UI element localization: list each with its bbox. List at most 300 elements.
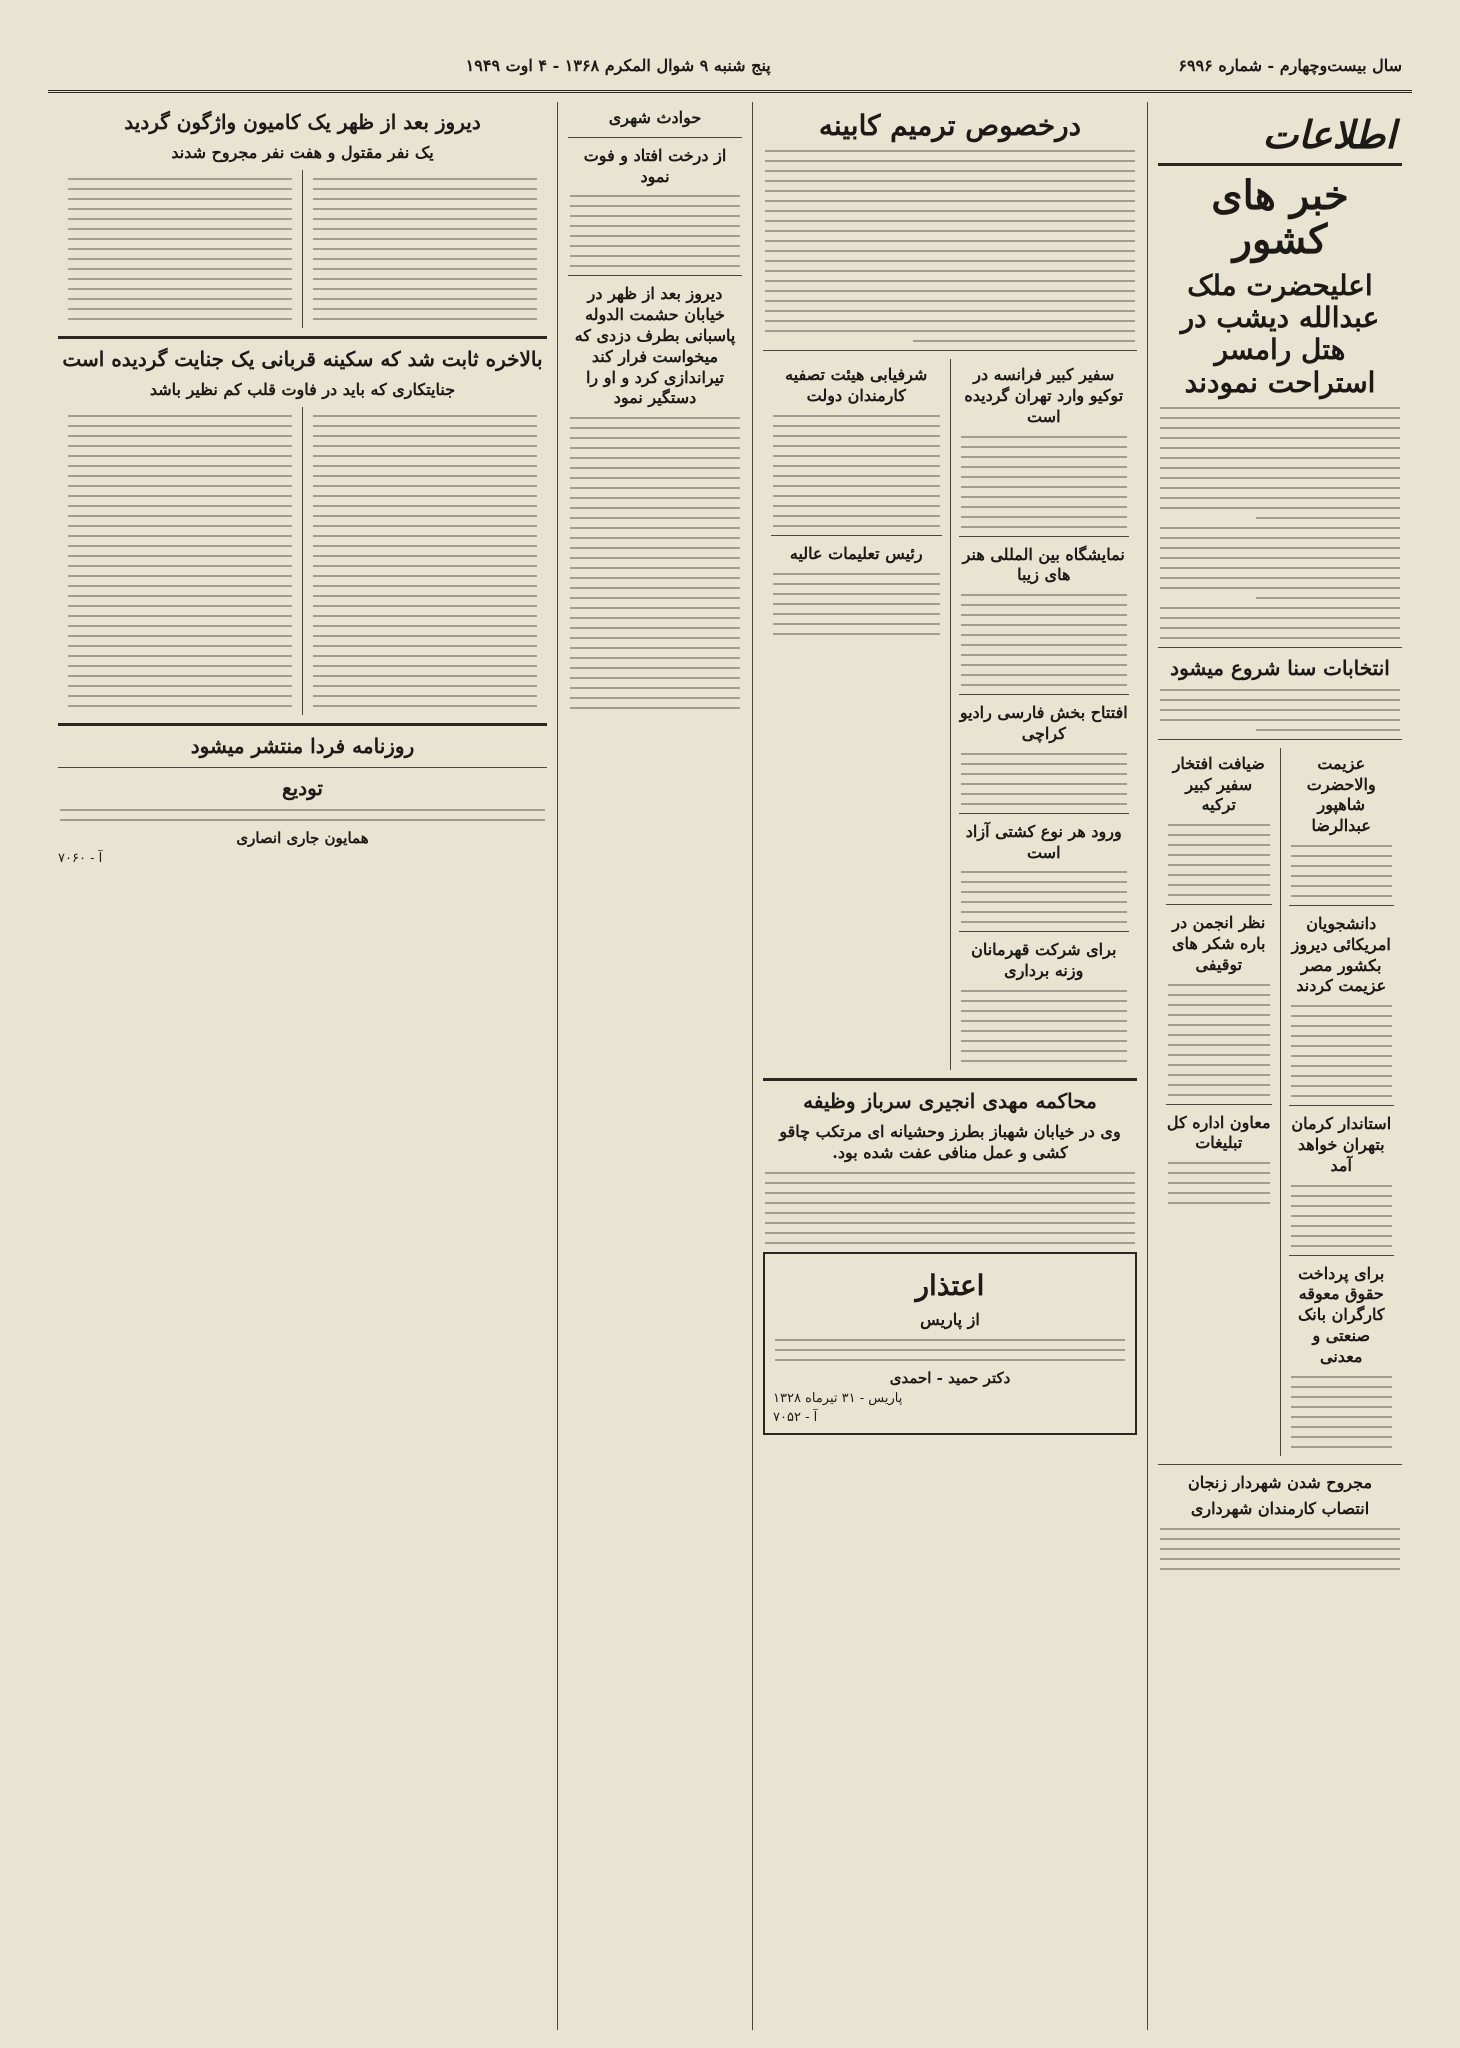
headline-truck-overturned: دیروز بعد از ظهر یک کامیون واژگون گردید bbox=[124, 110, 481, 134]
headline-cabinet: درخصوص ترمیم کابینه bbox=[818, 109, 1082, 142]
text-line bbox=[1160, 1538, 1400, 1540]
text-line bbox=[773, 475, 940, 477]
headline-propaganda-deputy: معاون اداره کل تبلیغات bbox=[1166, 1112, 1271, 1153]
text-line bbox=[1291, 1235, 1393, 1237]
divider bbox=[568, 137, 742, 138]
text-line bbox=[313, 515, 537, 517]
text-line bbox=[313, 475, 537, 477]
text-line bbox=[1291, 1095, 1393, 1097]
text-line bbox=[773, 573, 940, 575]
text-line bbox=[313, 545, 537, 547]
text-line bbox=[765, 1242, 1135, 1244]
text-line bbox=[313, 228, 537, 230]
text-line bbox=[68, 445, 292, 447]
text-line bbox=[765, 1172, 1135, 1174]
text-line bbox=[1160, 477, 1400, 479]
text-line bbox=[68, 595, 292, 597]
text-line bbox=[570, 255, 740, 257]
text-line bbox=[765, 1202, 1135, 1204]
text-line bbox=[570, 467, 740, 469]
column-right bbox=[1147, 102, 1412, 2030]
text-line bbox=[570, 707, 740, 709]
text-line bbox=[313, 298, 537, 300]
text-line bbox=[68, 465, 292, 467]
divider bbox=[1289, 905, 1395, 906]
headline-fell-from-tree: از درخت افتاد و فوت نمود bbox=[583, 145, 727, 186]
text-line bbox=[773, 583, 940, 585]
text-line bbox=[313, 565, 537, 567]
text-line bbox=[773, 455, 940, 457]
text-line bbox=[1291, 1426, 1393, 1428]
text-line bbox=[570, 607, 740, 609]
text-line bbox=[1160, 617, 1400, 619]
text-line bbox=[961, 476, 1128, 478]
text-line bbox=[1160, 547, 1400, 549]
text-line bbox=[765, 290, 1135, 292]
text-line bbox=[765, 270, 1135, 272]
text-line bbox=[765, 330, 1135, 332]
masthead-bar bbox=[48, 40, 1412, 93]
divider bbox=[58, 723, 547, 726]
text-line bbox=[1291, 1195, 1393, 1197]
text-line bbox=[570, 667, 740, 669]
text-line bbox=[313, 505, 537, 507]
headline-art-exhibition: نمایشگاه بین المللی هنر های زیبا bbox=[962, 544, 1125, 585]
ad-newspaper-tomorrow: روزنامه فردا منتشر میشود bbox=[190, 733, 415, 758]
divider bbox=[959, 931, 1130, 932]
text-line bbox=[68, 475, 292, 477]
text-line bbox=[1291, 1446, 1393, 1448]
text-line bbox=[1291, 1055, 1393, 1057]
text-line bbox=[570, 587, 740, 589]
text-line bbox=[1168, 854, 1270, 856]
text-line bbox=[773, 465, 940, 467]
text-line bbox=[773, 623, 940, 625]
text-line bbox=[313, 645, 537, 647]
text-line bbox=[570, 557, 740, 559]
text-line bbox=[570, 487, 740, 489]
text-line bbox=[1256, 517, 1400, 519]
text-line bbox=[765, 1212, 1135, 1214]
text-line bbox=[68, 415, 292, 417]
text-line bbox=[313, 445, 537, 447]
text-line bbox=[313, 425, 537, 427]
divider bbox=[1289, 1255, 1395, 1256]
text-line bbox=[570, 245, 740, 247]
divider bbox=[959, 813, 1130, 814]
divider bbox=[1166, 904, 1272, 905]
text-line bbox=[60, 809, 545, 811]
text-line bbox=[68, 535, 292, 537]
text-line bbox=[313, 455, 537, 457]
text-line bbox=[1160, 1568, 1400, 1570]
text-line bbox=[1160, 507, 1400, 509]
text-line bbox=[765, 250, 1135, 252]
text-line bbox=[961, 990, 1128, 992]
text-line bbox=[1160, 527, 1400, 529]
text-line bbox=[773, 603, 940, 605]
apology-date: پاریس - ۳۱ تیرماه ۱۳۲۸ bbox=[773, 1390, 903, 1406]
text-line bbox=[68, 705, 292, 707]
text-line bbox=[570, 427, 740, 429]
text-line bbox=[765, 1222, 1135, 1224]
text-line bbox=[961, 1060, 1128, 1062]
text-line bbox=[1291, 1416, 1393, 1418]
date-label: پنج شنبه ۹ شوال المکرم ۱۳۶۸ - ۴ اوت ۱۹۴۹ bbox=[465, 55, 771, 75]
text-line bbox=[313, 665, 537, 667]
text-line bbox=[570, 577, 740, 579]
text-line bbox=[313, 218, 537, 220]
text-line bbox=[313, 248, 537, 250]
text-line bbox=[68, 318, 292, 320]
text-line bbox=[570, 417, 740, 419]
text-line bbox=[570, 477, 740, 479]
text-line bbox=[961, 624, 1128, 626]
sub-column bbox=[58, 407, 302, 715]
text-line bbox=[961, 1020, 1128, 1022]
text-line bbox=[68, 575, 292, 577]
text-line bbox=[961, 871, 1128, 873]
text-line bbox=[570, 457, 740, 459]
text-line bbox=[313, 318, 537, 320]
divider bbox=[959, 694, 1130, 695]
text-line bbox=[773, 505, 940, 507]
text-line bbox=[68, 188, 292, 190]
text-line bbox=[961, 891, 1128, 893]
text-line bbox=[570, 567, 740, 569]
headline-municipal-staff: انتصاب کارمندان شهرداری bbox=[1190, 1499, 1370, 1519]
column-left bbox=[48, 102, 557, 2030]
two-subcolumns bbox=[1158, 748, 1402, 1456]
text-line bbox=[1160, 457, 1400, 459]
divider bbox=[763, 350, 1137, 351]
text-line bbox=[570, 657, 740, 659]
article-body bbox=[1158, 407, 1402, 639]
text-line bbox=[68, 208, 292, 210]
text-line bbox=[1291, 1085, 1393, 1087]
text-line bbox=[570, 507, 740, 509]
text-line bbox=[1291, 865, 1393, 867]
text-line bbox=[961, 594, 1128, 596]
divider bbox=[1158, 739, 1402, 740]
text-line bbox=[68, 585, 292, 587]
text-line bbox=[1291, 875, 1393, 877]
text-line bbox=[1168, 844, 1270, 846]
text-line bbox=[1168, 994, 1270, 996]
text-line bbox=[313, 308, 537, 310]
text-line bbox=[913, 340, 1135, 342]
text-line bbox=[313, 575, 537, 577]
divider bbox=[1158, 1464, 1402, 1465]
text-line bbox=[68, 605, 292, 607]
text-line bbox=[313, 208, 537, 210]
headline-karachi-radio: افتتاح بخش فارسی رادیو کراچی bbox=[959, 703, 1128, 743]
text-line bbox=[1291, 845, 1393, 847]
text-line bbox=[961, 496, 1128, 498]
text-line bbox=[961, 466, 1128, 468]
text-line bbox=[961, 763, 1128, 765]
text-line bbox=[1168, 1172, 1270, 1174]
sub-column bbox=[1158, 748, 1280, 1456]
text-line bbox=[313, 595, 537, 597]
text-line bbox=[961, 783, 1128, 785]
text-line bbox=[1160, 607, 1400, 609]
text-line bbox=[765, 210, 1135, 212]
sub-column bbox=[58, 170, 302, 328]
text-line bbox=[68, 425, 292, 427]
text-line bbox=[961, 456, 1128, 458]
text-line bbox=[68, 615, 292, 617]
text-line bbox=[313, 278, 537, 280]
text-line bbox=[1160, 537, 1400, 539]
text-line bbox=[1168, 824, 1270, 826]
text-line bbox=[1160, 467, 1400, 469]
text-line bbox=[68, 248, 292, 250]
divider bbox=[58, 767, 547, 768]
text-line bbox=[313, 625, 537, 627]
text-line bbox=[765, 260, 1135, 262]
text-line bbox=[313, 415, 537, 417]
text-line bbox=[1168, 874, 1270, 876]
text-line bbox=[1168, 894, 1270, 896]
text-line bbox=[775, 1349, 1125, 1351]
text-line bbox=[68, 238, 292, 240]
text-line bbox=[570, 225, 740, 227]
text-line bbox=[961, 446, 1128, 448]
text-line bbox=[765, 310, 1135, 312]
text-line bbox=[1160, 709, 1400, 711]
text-line bbox=[1291, 1436, 1393, 1438]
text-line bbox=[773, 495, 940, 497]
text-line bbox=[765, 1232, 1135, 1234]
text-line bbox=[68, 525, 292, 527]
text-line bbox=[313, 495, 537, 497]
text-line bbox=[68, 288, 292, 290]
text-line bbox=[961, 436, 1128, 438]
text-line bbox=[570, 547, 740, 549]
divider bbox=[959, 536, 1130, 537]
text-line bbox=[961, 506, 1128, 508]
text-line bbox=[773, 415, 940, 417]
text-line bbox=[1160, 689, 1400, 691]
text-line bbox=[961, 644, 1128, 646]
text-line bbox=[570, 265, 740, 267]
headline-prince-departure: عزیمت والاحضرت شاهپور عبدالرضا bbox=[1306, 753, 1376, 836]
text-line bbox=[765, 160, 1135, 162]
farewell-signature: همایون جاری انصاری bbox=[236, 828, 369, 847]
text-line bbox=[313, 685, 537, 687]
text-line bbox=[570, 205, 740, 207]
headline-sakineh-crime: بالاخره ثابت شد که سکینه قربانی یک جنایت گردیده است bbox=[62, 346, 543, 371]
text-line bbox=[570, 195, 740, 197]
text-line bbox=[1160, 1528, 1400, 1530]
text-line bbox=[1168, 834, 1270, 836]
text-line bbox=[1160, 557, 1400, 559]
sub-column bbox=[950, 359, 1138, 1070]
text-line bbox=[1160, 407, 1400, 409]
text-line bbox=[1291, 1376, 1393, 1378]
text-line bbox=[68, 695, 292, 697]
apology-from: از پاریس bbox=[920, 1309, 980, 1329]
text-line bbox=[1291, 1205, 1393, 1207]
issue-label: سال بیست‌وچهارم - شماره ۶۹۹۶ bbox=[1178, 55, 1402, 75]
text-line bbox=[1160, 699, 1400, 701]
headline-kerman-governor: استاندار کرمان بتهران خواهد آمد bbox=[1291, 1114, 1392, 1175]
text-line bbox=[765, 190, 1135, 192]
text-line bbox=[961, 901, 1128, 903]
text-line bbox=[68, 178, 292, 180]
text-line bbox=[570, 697, 740, 699]
text-line bbox=[1160, 447, 1400, 449]
text-line bbox=[773, 435, 940, 437]
text-line bbox=[1160, 487, 1400, 489]
text-line bbox=[961, 921, 1128, 923]
text-line bbox=[570, 637, 740, 639]
text-line bbox=[68, 625, 292, 627]
headline-turkish-ambassador: ضیافت افتخار سفیر کبیر ترکیه bbox=[1172, 753, 1265, 815]
subhead-criminal: جنایتکاری که باید در فاوت قلب کم نظیر باشد bbox=[149, 379, 456, 399]
text-line bbox=[1168, 1054, 1270, 1056]
text-line bbox=[1291, 1045, 1393, 1047]
text-line bbox=[961, 486, 1128, 488]
text-line bbox=[765, 150, 1135, 152]
text-line bbox=[961, 911, 1128, 913]
text-line bbox=[961, 674, 1128, 676]
divider bbox=[771, 535, 942, 536]
text-line bbox=[570, 617, 740, 619]
text-line bbox=[570, 687, 740, 689]
text-line bbox=[1291, 1225, 1393, 1227]
headline-purge-committee: شرفیابی هیئت تصفیه کارمندان دولت bbox=[785, 365, 928, 405]
text-line bbox=[1291, 1386, 1393, 1388]
text-line bbox=[1168, 1044, 1270, 1046]
text-line bbox=[570, 517, 740, 519]
text-line bbox=[313, 198, 537, 200]
text-line bbox=[313, 705, 537, 707]
section-title-city: حوادث شهری bbox=[608, 108, 702, 127]
text-line bbox=[313, 695, 537, 697]
text-line bbox=[1168, 1024, 1270, 1026]
text-line bbox=[1256, 597, 1400, 599]
text-line bbox=[961, 684, 1128, 686]
text-line bbox=[570, 597, 740, 599]
headline-zanjan-mayor: مجروح شدن شهردار زنجان bbox=[1187, 1472, 1373, 1492]
text-line bbox=[961, 803, 1128, 805]
text-line bbox=[570, 537, 740, 539]
text-line bbox=[1160, 577, 1400, 579]
text-line bbox=[1160, 637, 1400, 639]
text-line bbox=[313, 288, 537, 290]
text-line bbox=[1168, 1182, 1270, 1184]
text-line bbox=[765, 240, 1135, 242]
apology-notice bbox=[763, 1252, 1137, 1435]
text-line bbox=[961, 753, 1128, 755]
text-line bbox=[1168, 1034, 1270, 1036]
text-line bbox=[313, 535, 537, 537]
text-line bbox=[1168, 1074, 1270, 1076]
text-line bbox=[68, 278, 292, 280]
text-line bbox=[961, 614, 1128, 616]
text-line bbox=[313, 585, 537, 587]
text-line bbox=[68, 655, 292, 657]
text-line bbox=[773, 525, 940, 527]
text-line bbox=[773, 633, 940, 635]
text-line bbox=[1168, 1004, 1270, 1006]
text-line bbox=[773, 445, 940, 447]
text-line bbox=[313, 655, 537, 657]
text-line bbox=[1291, 1406, 1393, 1408]
text-line bbox=[765, 320, 1135, 322]
text-line bbox=[961, 773, 1128, 775]
text-line bbox=[1291, 1075, 1393, 1077]
text-line bbox=[773, 425, 940, 427]
text-line bbox=[1291, 1185, 1393, 1187]
text-line bbox=[570, 447, 740, 449]
column-city-news bbox=[557, 102, 752, 2030]
column-middle bbox=[752, 102, 1147, 2030]
headline-french-ambassador: سفیر کبیر فرانسه در توکیو وارد تهران گردیده است bbox=[964, 365, 1124, 426]
text-line bbox=[1291, 1065, 1393, 1067]
text-line bbox=[765, 1192, 1135, 1194]
section-title-country-news: خبر های کشور bbox=[1211, 172, 1349, 263]
text-line bbox=[1168, 1014, 1270, 1016]
headline-weightlifters: برای شرکت قهرمانان وزنه برداری bbox=[971, 940, 1117, 981]
text-line bbox=[313, 188, 537, 190]
text-line bbox=[961, 793, 1128, 795]
text-line bbox=[1168, 1202, 1270, 1204]
text-line bbox=[570, 437, 740, 439]
text-line bbox=[1291, 1025, 1393, 1027]
sub-column bbox=[763, 359, 950, 1070]
text-line bbox=[68, 545, 292, 547]
text-line bbox=[773, 613, 940, 615]
text-line bbox=[313, 465, 537, 467]
text-line bbox=[68, 218, 292, 220]
text-line bbox=[1291, 885, 1393, 887]
text-line bbox=[68, 685, 292, 687]
text-line bbox=[961, 881, 1128, 883]
text-line bbox=[68, 505, 292, 507]
text-line bbox=[765, 300, 1135, 302]
text-line bbox=[773, 485, 940, 487]
text-line bbox=[961, 516, 1128, 518]
headline-police-shooting: دیروز بعد از ظهر در خیابان حشمت الدوله پاسبانی بطرف دزدی که میخواست فرار کند تیراندازی کرد و او را دستگیر نمود bbox=[574, 284, 736, 408]
text-line bbox=[313, 485, 537, 487]
apology-signature: دکتر حمید - احمدی bbox=[889, 1368, 1011, 1387]
text-line bbox=[1256, 729, 1400, 731]
text-line bbox=[1168, 864, 1270, 866]
text-line bbox=[313, 238, 537, 240]
text-line bbox=[1160, 427, 1400, 429]
text-line bbox=[313, 605, 537, 607]
headline-ships-free: ورود هر نوع کشتی آزاد است bbox=[965, 821, 1122, 862]
text-line bbox=[1160, 567, 1400, 569]
divider bbox=[763, 1078, 1137, 1081]
text-line bbox=[570, 215, 740, 217]
text-line bbox=[313, 525, 537, 527]
text-line bbox=[313, 555, 537, 557]
text-line bbox=[68, 495, 292, 497]
divider bbox=[58, 336, 547, 339]
text-line bbox=[313, 675, 537, 677]
headline-higher-education: رئیس تعلیمات عالیه bbox=[789, 543, 923, 563]
text-line bbox=[68, 268, 292, 270]
text-line bbox=[313, 258, 537, 260]
text-line bbox=[1291, 1005, 1393, 1007]
text-line bbox=[68, 228, 292, 230]
text-line bbox=[961, 1010, 1128, 1012]
headline-sugar-opinion: نظر انجمن در باره شکر های توقیفی bbox=[1172, 913, 1266, 974]
